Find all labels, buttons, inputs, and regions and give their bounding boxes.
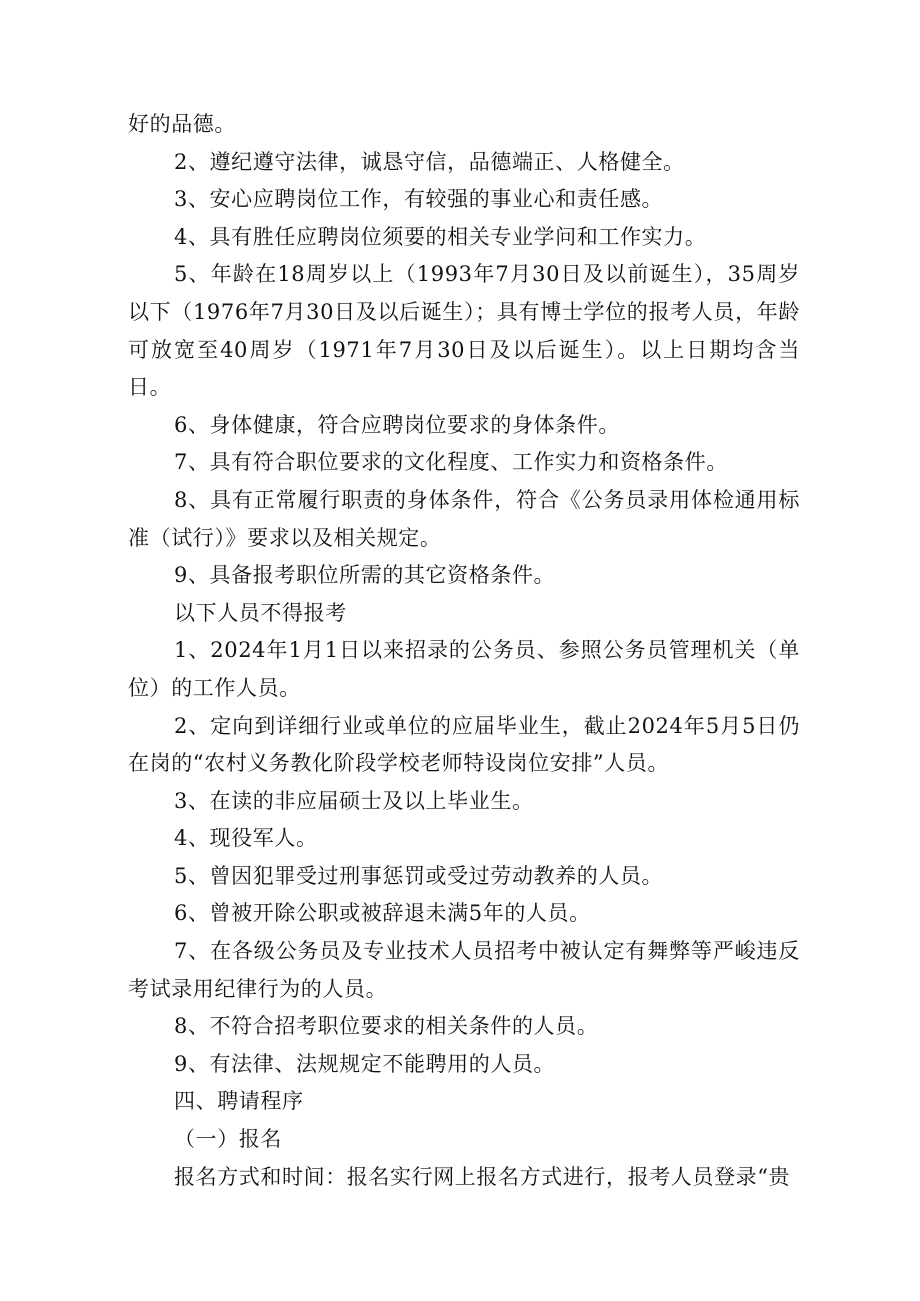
paragraph: 7、具有符合职位要求的文化程度、工作实力和资格条件。	[174, 450, 728, 475]
subsection-heading: （一）报名	[174, 1127, 282, 1152]
section-heading: 四、聘请程序	[174, 1089, 304, 1114]
paragraph: 报名方式和时间：报名实行网上报名方式进行，报考人员登录“贵	[174, 1164, 791, 1189]
section-heading: 以下人员不得报考	[174, 600, 347, 625]
paragraph: 6、曾被开除公职或被辞退未满5年的人员。	[174, 901, 591, 926]
paragraph: 9、具备报考职位所需的其它资格条件。	[174, 563, 556, 588]
paragraph: 9、有法律、法规规定不能聘用的人员。	[174, 1051, 556, 1076]
paragraph: 8、不符合招考职位要求的相关条件的人员。	[174, 1014, 599, 1039]
paragraph: 4、现役军人。	[174, 826, 318, 851]
paragraph: 8、具有正常履行职责的身体条件，符合《公务员录用体检通用标准（试行）》要求以及相关规定。	[128, 487, 800, 550]
paragraph: 3、安心应聘岗位工作，有较强的事业心和责任感。	[174, 187, 664, 212]
paragraph: 3、在读的非应届硕士及以上毕业生。	[174, 788, 534, 813]
paragraph: 6、身体健康，符合应聘岗位要求的身体条件。	[174, 412, 620, 437]
paragraph: 2、定向到详细行业或单位的应届毕业生，截止2024年5月5日仍在岗的“农村义务教化阶段学校老师特设岗位安排”人员。	[128, 713, 800, 776]
paragraph: 5、曾因犯罪受过刑事惩罚或受过劳动教养的人员。	[174, 863, 664, 888]
paragraph: 5、年龄在18周岁以上（1993年7月30日及以前诞生），35周岁以下（1976年7月30日及以后诞生）；具有博士学位的报考人员，年龄可放宽至40周岁（1971年7月30日及以后诞生）。以上日期均含当日。	[128, 262, 800, 400]
paragraph: 4、具有胜任应聘岗位须要的相关专业学问和工作实力。	[174, 224, 707, 249]
paragraph: 好的品德。	[128, 112, 236, 136]
paragraph: 1、2024年1月1日以来招录的公务员、参照公务员管理机关（单位）的工作人员。	[128, 638, 800, 700]
paragraph: 7、在各级公务员及专业技术人员招考中被认定有舞弊等严峻违反考试录用纪律行为的人员。	[128, 939, 800, 1001]
paragraph: 2、遵纪遵守法律，诚恳守信，品德端正、人格健全。	[174, 149, 685, 174]
document-body	[128, 106, 800, 1196]
